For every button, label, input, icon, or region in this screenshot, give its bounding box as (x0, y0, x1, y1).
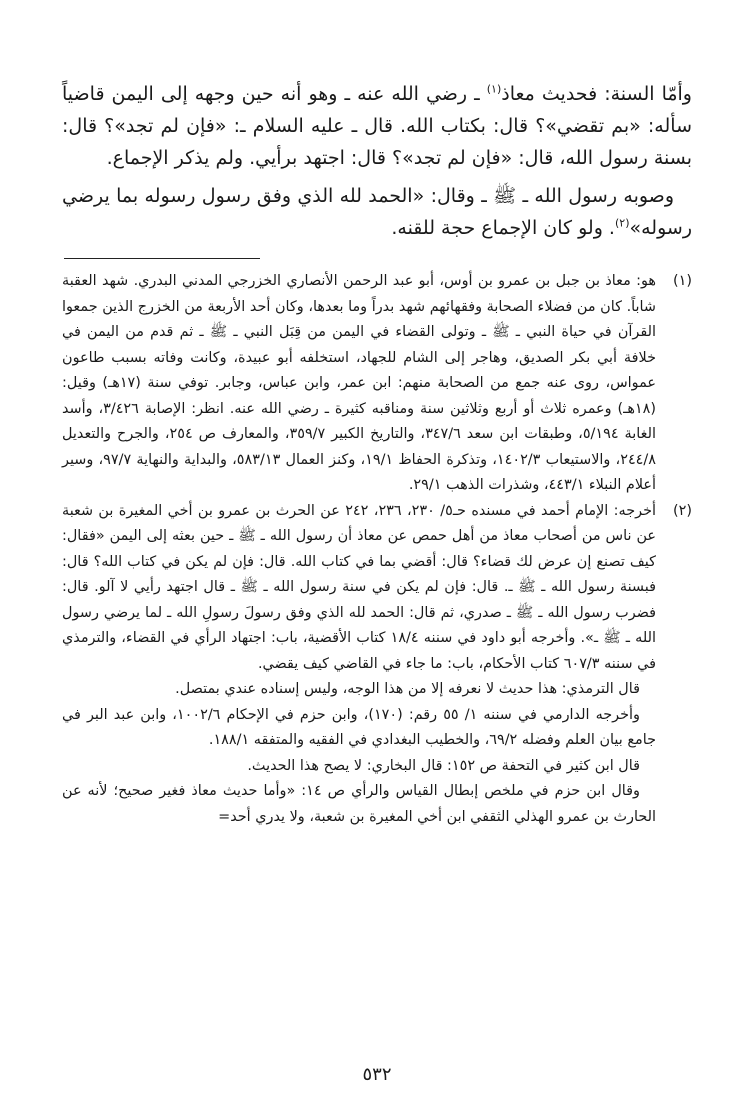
footnote-2 (62, 499, 692, 831)
main-paragraph: وأمّا السنة: فحديث معاذ$^{(١)}$ ـ رضي الله عنه ـ وهو أنه حين وجهه إلى اليمن قاضياً سأله: «بم تقضي»؟ قال: بكتاب الله. قال ـ عليه السلام ـ: «فإن لم تجد»؟ قال: بسنة رسول الله، قال: «فإن لم تجد»؟ قال: اجتهد برأيي. ولم يذكر الإجماع. (62, 82, 692, 169)
page-number: ٥٣٢ (362, 1064, 392, 1085)
footnote-number: (١) (673, 273, 692, 289)
footnote-paragraph: وأخرجه الدارمي في سننه ١/ ٥٥ رقم: (١٧٠)، وابن حزم في الإحكام ١٠٠٢/٦، وابن عبد البر في جامع بيان العلم وفضله ٦٩/٢، والخطيب البغدادي في الفقيه والمتفقه ١٨٨/١. (62, 706, 656, 748)
footnotes (62, 269, 692, 830)
footnote-paragraph: قال الترمذي: هذا حديث لا نعرفه إلا من هذا الوجه، وليس إسناده عندي بمتصل. (175, 681, 640, 697)
main-text (62, 78, 692, 244)
footnote-paragraph: أخرجه: الإمام أحمد في مسنده حـ٥/ ٢٣٠، ٢٣٦، ٢٤٢ عن الحرث بن عمرو بن أخي المغيرة بن شعبة عن ناس من أصحاب معاذ من أهل حمص عن معاذ أن رسول الله ـ ﷺ ـ حين بعثه إلى اليمن «فقال: كيف تصنع إن عرض لك قضاء؟ قال: أقضي بما في كتاب الله. قال: فإن لم يكن في كتاب الله؟ قال: فبسنة رسول الله ـ ﷺ ـ. قال: فإن لم يكن في سنة رسول الله ـ ﷺ ـ قال اجتهد رأيي لا آلو. قال: فضرب رسول الله ـ ﷺ ـ صدري، ثم قال: الحمد لله الذي وفق رسولَ رسولِ الله ـ لما يرضي رسول الله ـ ﷺ ـ». وأخرجه أبو داود في سننه ١٨/٤ كتاب الأقضية، باب: اجتهاد الرأي في القضاء، والترمذي في سننه ٦٠٧/٣ كتاب الأحكام، باب: ما جاء في القاضي كيف يقضي. (62, 502, 656, 672)
footnote-paragraph: وقال ابن حزم في ملخص إبطال القياس والرأي ص ١٤: «وأما حديث معاذ فغير صحيح؛ لأنه عن الحارث بن عمرو الهذلي الثقفي ابن أخي المغيرة بن شعبة، ولا يدري أحد= (62, 783, 656, 825)
book-page (62, 78, 692, 1088)
footnote-marker[interactable]: (١) (486, 82, 502, 96)
main-paragraph: وصوبه رسول الله ـ ﷺ ـ وقال: «الحمد لله الذي وفق رسول رسوله بما يرضي رسوله»$^{(٢)}$. ولو كان الإجماع حجة للقنه. (62, 185, 692, 239)
footnote-number: (٢) (673, 502, 692, 519)
footnote-divider (64, 258, 260, 259)
footnote-paragraph: قال ابن كثير في التحفة ص ١٥٢: قال البخاري: لا يصح هذا الحديث. (247, 757, 640, 774)
footnote-1 (62, 269, 692, 499)
footnote-marker[interactable]: (٢) (614, 216, 630, 230)
footnote-paragraph: هو: معاذ بن جبل بن عمرو بن أوس، أبو عبد الرحمن الأنصاري الخزرجي المدني البدري. شهد العقبة شاباً. كان من فضلاء الصحابة وفقهائهم شهد بدراً وما بعدها، وكان أحد الأربعة من الخزرج الذين جمعوا القرآن في حياة النبي ـ ﷺ ـ وتولى القضاء في اليمن من قِبَل النبي ـ ﷺ ـ ثم قدم من اليمن في خلافة أبي بكر الصديق، وهاجر إلى الشام للجهاد، استخلفه أبو عبيدة، وكانت وفاته بسبب طاعون عمواس، روى عنه جمع من الصحابة منهم: ابن عمر، وابن عباس، وجابر. توفي سنة (١٧هـ) وقيل: (١٨هـ) وعمره ثلاث أو أربع وثلاثين سنة ومناقبه كثيرة ـ رضي الله عنه. انظر: الإصابة ٣/٤٢٦، وأسد الغابة ٥/١٩٤، وطبقات ابن سعد ٣٤٧/٦، والتاريخ الكبير ٣٥٩/٧، والمعارف ص ٢٥٤، والجرح والتعديل ٢٤٤/٨، والاستيعاب ١٤٠٢/٣، وتذكرة الحفاظ ١٩/١، وكنز العمال ٥٨٣/١٣، والبداية والنهاية ٩٧/٧، وسير أعلام النبلاء ٤٤٣/١، وشذرات الذهب ٢٩/١. (62, 273, 657, 493)
